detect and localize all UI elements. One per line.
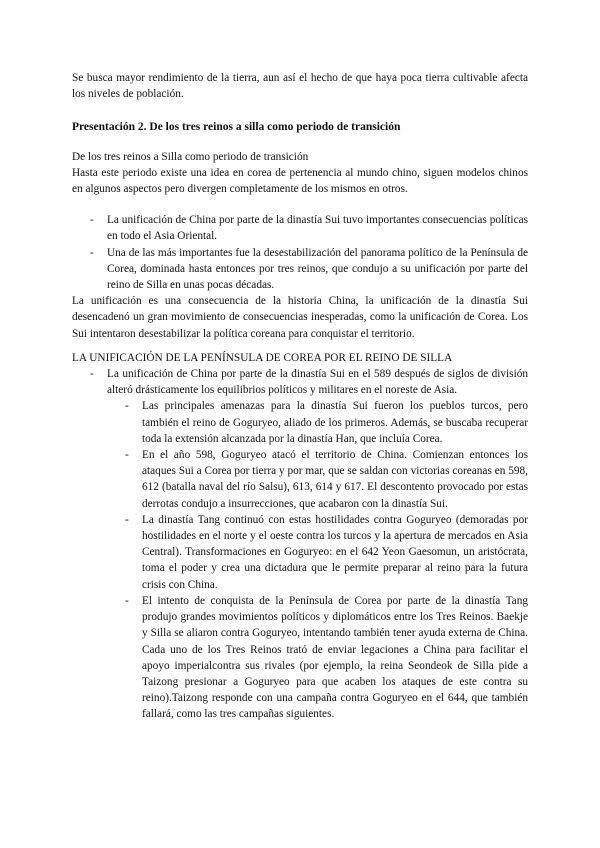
bullet-item: - La unificación de China por parte de la dinastía Sui tuvo importantes consecuencias políticas en todo el Asia Oriental. [72, 212, 528, 244]
sub-bullet-item: - Las principales amenazas para la dinastía Sui fueron los pueblos turcos, pero también el reino de Goguryeo, aliado de los primeros. Además, se buscaba recuperar toda la extensión alcanzada por la dinastía Han, que incluía Corea. [107, 398, 528, 447]
sub-bullet-item: - En el año 598, Goguryeo atacó el territorio de China. Comienzan entonces los ataques Sui a Corea por tierra y por mar, que se saldan con victorias coreanas en 598, 612 (batalla naval del río Salsu), 613, 614 y 617. El descontento provocado por estas derrotas condujo a insurrecciones, que acabaron con la dinastía Sui. [107, 447, 528, 512]
sub-bullet-item: - El intento de conquista de la Península de Corea por parte de la dinastía Tang produjo grandes movimientos políticos y diplomáticos entre los Tres Reinos. Baekje y Silla se aliaron contra Goguryeo, intentando también tener ayuda externa de China. Cada uno de los Tres Reinos trató de enviar legaciones a China para facilitar el apoyo imperialcontra sus rivales (por ejemplo, la reina Seondeok de Silla pide a Taizong presionar a Goguryeo para que acaben los ataques de este contra su reino).Taizong responde con una campaña contra Goguryeo en el 644, que también fallará, como las tres campañas siguientes. [107, 593, 528, 723]
presentation-heading: Presentación 2. De los tres reinos a silla como periodo de transición [72, 121, 401, 134]
section-title: LA UNIFICACIÓN DE LA PENÍNSULA DE COREA POR EL REINO DE SILLA [72, 351, 453, 364]
bullet-item-main-text: La unificación de China por parte de la dinastía Sui en el 589 después de siglos de división alteró drásticamente los equilibrios políticos y militares en el noreste de Asia. [107, 368, 528, 397]
intro-paragraph: Se busca mayor rendimiento de la tierra, aun así el hecho de que haya poca tierra cultivable afecta los niveles de población. [72, 72, 528, 101]
document-page [72, 70, 528, 723]
paragraph-1: Hasta este periodo existe una idea en corea de pertenencia al mundo chino, siguen modelos chinos en algunos aspectos pero divergen completamente de los mismos en otros. [72, 166, 528, 196]
sub-bullet-item: - La dinastía Tang continuó con estas hostilidades contra Goguryeo (demoradas por hostilidades en el norte y el oeste contra los turcos y la apertura de mercados en Asia Central). Transformaciones en Goguryeo: en el 642 Yeon Gaesomun, un aristócrata, toma el poder y crea una dictadura que le permite preparar al reino para la futura crisis con China. [107, 512, 528, 593]
bullet-list-2 [72, 366, 528, 722]
subtitle: De los tres reinos a Silla como periodo de transición [72, 150, 309, 163]
bullet-item: - Una de las más importantes fue la desestabilización del panorama político de la Península de Corea, dominada hasta entonces por tres reinos, que condujo a su unificación por parte del reino de Silla en unas pocas décadas. [72, 245, 528, 294]
bullet-item-main [72, 366, 528, 722]
bullet-list-1 [72, 212, 528, 293]
paragraph-2: La unificación es una consecuencia de la historia China, la unificación de la dinastía Sui desencadenó un gran movimiento de consecuencias inesperadas, como la unificación de Corea. Los Sui intentaron desestabilizar la política coreana para conquistar el territorio. [72, 295, 528, 340]
sub-bullet-list [107, 398, 528, 722]
